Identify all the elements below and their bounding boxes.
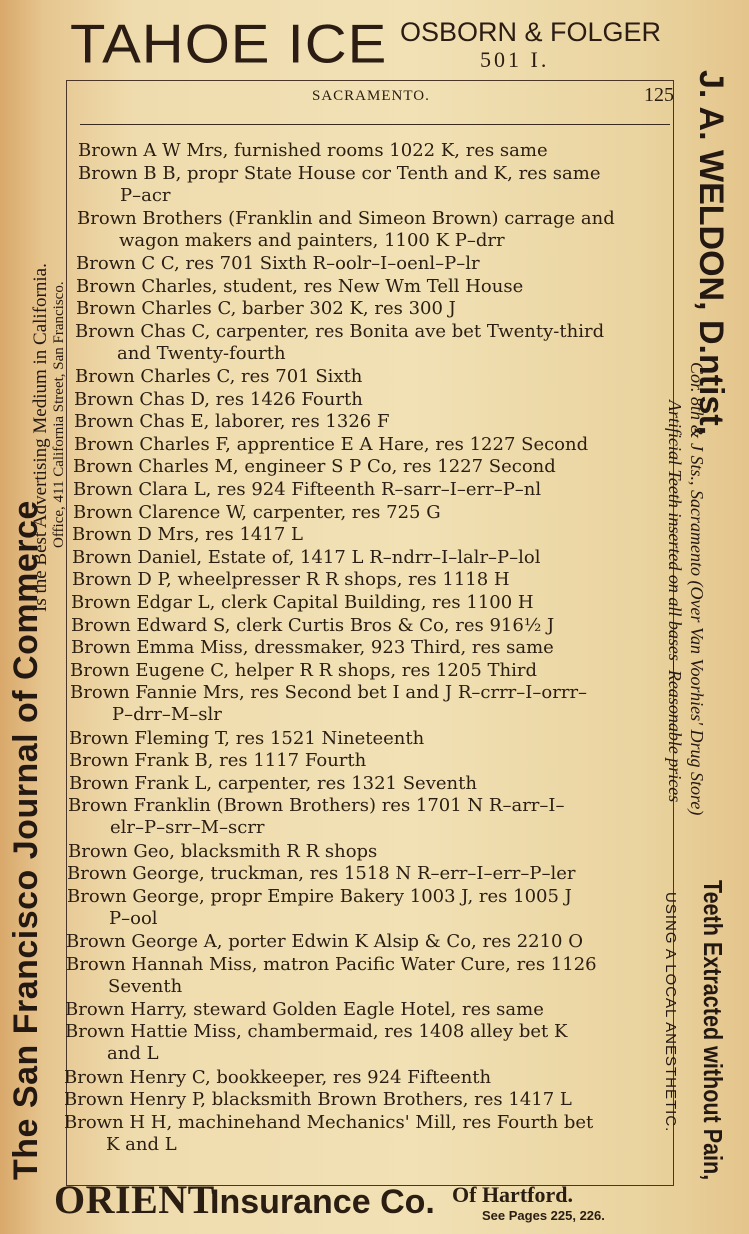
dentist-extraction: Teeth Extracted without Pain, (698, 880, 728, 1181)
entry-line: Brown D P, wheelpresser R R shops, res 1118 H (72, 569, 510, 591)
insurer-name: ORIENT (54, 1177, 215, 1222)
entry-line: Brown Daniel, Estate of, 1417 L R–ndrr–I–lalr–P–lol (72, 546, 541, 568)
orient-insurance-advert (0, 1178, 749, 1234)
entry-line: Brown Geo, blacksmith R R shops (68, 840, 378, 862)
entry-line: Brown Hannah Miss, matron Pacific Water Cure, res 1126 (66, 953, 597, 975)
entry-line: Brown George A, porter Edwin K Alsip & Co, res 2210 O (66, 931, 583, 952)
dentist-address: Cor. 8th & J Sts., Sacramento (Over Van Voorhies' Drug Store) (687, 362, 707, 816)
page-number: 125 (644, 84, 674, 106)
dentist-teeth: Artificial Teeth inserted on all bases–Reasonable prices (665, 400, 685, 803)
directory-entry (72, 524, 303, 546)
tahoe-ice-advert (0, 0, 749, 82)
entry-line: Brown Clarence W, carpenter, res 725 G (73, 501, 441, 523)
directory-entry (73, 479, 541, 501)
directory-entry (75, 321, 604, 365)
entry-line: Brown Emma Miss, dressmaker, 923 Third, res same (71, 637, 554, 659)
entry-line: Brown George, truckman, res 1518 N R–err–I–err–P–ler (67, 863, 576, 885)
directory-entry (74, 389, 363, 411)
entry-line: Brown Henry P, blacksmith Brown Brothers, res 1417 L (64, 1089, 572, 1111)
directory-entry (67, 863, 575, 885)
dentist-name: J. A. WELDON, D.ntist, (692, 70, 730, 436)
header-rule (80, 124, 670, 125)
entry-line: Brown Fannie Mrs, res Second bet I and J R–crrr–I–orrr– (70, 682, 588, 704)
directory-entry (66, 954, 597, 998)
directory-entry (74, 411, 389, 433)
directory-entry (68, 841, 377, 863)
directory-entry (65, 999, 544, 1021)
directory-entry (64, 1089, 572, 1111)
directory-entry (68, 795, 565, 839)
entry-continuation: P–drr–M–slr (112, 704, 222, 726)
directory-entry (73, 502, 441, 524)
see-pages-note: See Pages 225, 226. (482, 1208, 605, 1223)
insurer-location: Of Hartford. (452, 1182, 573, 1207)
journal-title: The San Francisco Journal of Commerce (7, 500, 45, 1180)
entry-line: Brown Chas C, carpenter, res Bonita ave bet Twenty-third (75, 320, 605, 342)
running-head-city: SACRAMENTO. (312, 88, 430, 104)
entry-line: Brown Edgar L, clerk Capital Building, res 1100 H (71, 592, 534, 613)
directory-entry (71, 615, 554, 637)
entry-line: Brown Edward S, clerk Curtis Bros & Co, res 916½ J (71, 614, 555, 636)
entry-continuation: wagon makers and painters, 1100 K P–drr (119, 229, 505, 251)
directory-entry (76, 253, 480, 275)
directory-entry (74, 434, 588, 456)
journal-office: Office, 411 California Street, San Francisco. (51, 281, 67, 548)
entry-line: Brown A W Mrs, furnished rooms 1022 K, res same (78, 140, 548, 161)
directory-entry (70, 660, 537, 682)
entry-line: Brown Charles C, barber 302 K, res 300 J (76, 298, 456, 320)
entry-line: Brown Charles, student, res New Wm Tell House (76, 275, 524, 297)
directory-entry (72, 547, 541, 569)
directory-entry (64, 1112, 593, 1156)
directory-entry (76, 276, 523, 298)
directory-listing (0, 140, 749, 1180)
page-header (66, 84, 674, 112)
directory-entry (65, 1021, 567, 1065)
journal-tagline: Is the Best Advertising Medium in California. (30, 263, 51, 612)
entry-line: Brown Charles M, engineer S P Co, res 1227 Second (73, 456, 556, 478)
directory-entry (77, 208, 615, 252)
directory-entry (78, 163, 600, 207)
entry-line: Brown Harry, steward Golden Eagle Hotel, res same (65, 998, 544, 1020)
directory-entry (69, 773, 477, 795)
entry-line: Brown Chas E, laborer, res 1326 F (74, 411, 390, 433)
insurer-type: Insurance Co. (210, 1183, 435, 1221)
directory-entry (67, 886, 572, 930)
directory-entry (69, 728, 424, 750)
entry-line: Brown Frank B, res 1117 Fourth (69, 750, 367, 772)
directory-entry (78, 140, 548, 162)
entry-continuation: Seventh (108, 975, 183, 997)
entry-continuation: and Twenty-fourth (117, 342, 286, 364)
directory-entry (70, 682, 587, 726)
entry-line: Brown Eugene C, helper R R shops, res 1205 Third (70, 659, 537, 681)
entry-line: Brown Chas D, res 1426 Fourth (74, 388, 363, 410)
entry-line: Brown H H, machinehand Mechanics' Mill, res Fourth bet (64, 1111, 594, 1133)
directory-entry (73, 456, 556, 478)
entry-line: Brown Frank L, carpenter, res 1321 Seventh (69, 772, 477, 794)
directory-entry (72, 569, 510, 591)
entry-line: Brown Henry C, bookkeeper, res 924 Fifteenth (64, 1066, 492, 1088)
entry-line: Brown B B, propr State House cor Tenth and K, res same (78, 162, 601, 184)
entry-line: Brown Hattie Miss, chambermaid, res 1408 alley bet K (65, 1021, 568, 1043)
entry-line: Brown Brothers (Franklin and Simeon Brown) carrage and (77, 207, 615, 229)
directory-entry (64, 1067, 491, 1089)
entry-continuation: K and L (106, 1133, 177, 1155)
directory-entry (71, 637, 554, 659)
entry-line: Brown Fleming T, res 1521 Nineteenth (69, 727, 425, 749)
entry-line: Brown D Mrs, res 1417 L (72, 524, 303, 546)
entry-continuation: and L (107, 1043, 159, 1065)
entry-line: Brown Charles C, res 701 Sixth (75, 366, 363, 387)
entry-continuation: P–ool (109, 907, 158, 929)
advert-firm: OSBORN & FOLGER (400, 17, 662, 47)
advert-brand: TAHOE ICE (70, 12, 388, 75)
directory-entry (71, 592, 534, 614)
directory-entry (76, 298, 456, 320)
entry-line: Brown Clara L, res 924 Fifteenth R–sarr–I–err–P–nl (73, 479, 542, 500)
directory-entry (66, 931, 583, 953)
entry-continuation: elr–P–srr–M–scrr (110, 817, 265, 839)
entry-line: Brown Franklin (Brown Brothers) res 1701 N R–arr–I– (68, 795, 565, 817)
entry-continuation: P–acr (120, 184, 171, 206)
entry-line: Brown C C, res 701 Sixth R–oolr–I–oenl–P–lr (76, 253, 480, 274)
entry-line: Brown George, propr Empire Bakery 1003 J, res 1005 J (67, 885, 572, 907)
directory-entry (69, 750, 366, 772)
entry-line: Brown Charles F, apprentice E A Hare, res 1227 Second (74, 433, 589, 455)
advert-address: 501 I. (480, 47, 550, 72)
directory-entry (75, 366, 362, 388)
dentist-anesthetic: USING A LOCAL ANESTHETIC. (662, 892, 679, 1133)
